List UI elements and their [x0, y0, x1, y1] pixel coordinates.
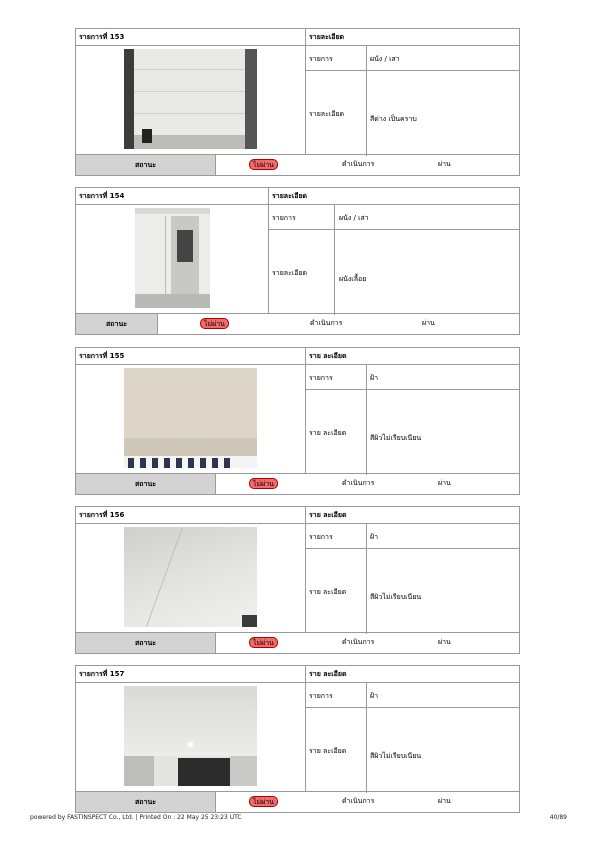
item-label: รายการ	[309, 533, 333, 541]
detail-value: สีผิวไม่เรียบเนียน	[370, 434, 422, 442]
status-pass[interactable]: ผ่าน	[438, 160, 451, 168]
page-number: 40/89	[549, 814, 567, 821]
inspection-photo	[124, 368, 257, 468]
status-fail-selected[interactable]: ไม่ผ่าน	[249, 637, 278, 648]
detail-label: ราย ละเอียด	[309, 429, 347, 437]
item-row	[305, 683, 519, 707]
status-pass[interactable]: ผ่าน	[438, 797, 451, 805]
item-title: รายการที่ 157	[76, 666, 305, 683]
item-title: รายการที่ 156	[76, 507, 305, 524]
item-label: รายการ	[309, 374, 333, 382]
status-row	[76, 791, 519, 812]
item-row	[305, 365, 519, 389]
item-value: ฝ้า	[370, 692, 379, 700]
detail-label: ราย ละเอียด	[309, 588, 347, 596]
item-title: รายการที่ 153	[76, 29, 305, 46]
status-pass[interactable]: ผ่าน	[422, 319, 435, 327]
inspection-item-155	[75, 347, 520, 495]
detail-row	[305, 70, 519, 155]
status-pass[interactable]: ผ่าน	[438, 479, 451, 487]
item-label: รายการ	[272, 214, 296, 222]
inspection-photo	[135, 208, 210, 308]
item-label: รายการ	[309, 55, 333, 63]
status-label: สถานะ	[76, 474, 216, 494]
item-label: รายการ	[309, 692, 333, 700]
status-fail-selected[interactable]: ไม่ผ่าน	[200, 318, 229, 329]
inspection-photo	[124, 49, 257, 149]
status-fail-selected[interactable]: ไม่ผ่าน	[249, 478, 278, 489]
status-in-progress[interactable]: ดำเนินการ	[310, 319, 343, 327]
details-header: ราย ละเอียด	[305, 507, 519, 524]
details-header: ราย ละเอียด	[305, 666, 519, 683]
details-header: รายละเอียด	[305, 29, 519, 46]
item-row	[268, 205, 519, 229]
details-header: รายละเอียด	[268, 188, 519, 205]
footer-powered-by: powered by FASTINSPECT Co., Ltd. | Printed On : 22 May 25 23:23 UTC	[30, 814, 242, 821]
item-value: ผนัง / เสา	[339, 214, 369, 222]
status-label: สถานะ	[76, 633, 216, 653]
detail-value: ผนังเลื้อย	[339, 275, 367, 283]
inspection-item-154	[75, 187, 520, 335]
inspection-item-156	[75, 506, 520, 654]
detail-row	[305, 548, 519, 633]
status-fail-selected[interactable]: ไม่ผ่าน	[249, 159, 278, 170]
status-in-progress[interactable]: ดำเนินการ	[342, 479, 375, 487]
status-label: สถานะ	[76, 314, 158, 334]
status-pass[interactable]: ผ่าน	[438, 638, 451, 646]
item-row	[305, 524, 519, 548]
detail-label: ราย ละเอียด	[309, 747, 347, 755]
status-fail-selected[interactable]: ไม่ผ่าน	[249, 796, 278, 807]
detail-value: สีผิวไม่เรียบเนียน	[370, 593, 422, 601]
detail-row	[268, 229, 519, 314]
detail-label: รายละเอียด	[272, 269, 308, 277]
status-in-progress[interactable]: ดำเนินการ	[342, 797, 375, 805]
status-row	[76, 154, 519, 175]
item-value: ฝ้า	[370, 533, 379, 541]
inspection-photo	[124, 527, 257, 627]
inspection-item-153	[75, 28, 520, 176]
inspection-photo	[124, 686, 257, 786]
item-value: ผนัง / เสา	[370, 55, 400, 63]
inspection-item-157	[75, 665, 520, 813]
detail-row	[305, 389, 519, 474]
details-header: ราย ละเอียด	[305, 348, 519, 365]
status-row	[76, 473, 519, 494]
item-value: ฝ้า	[370, 374, 379, 382]
status-row	[76, 313, 519, 334]
detail-row	[305, 707, 519, 792]
detail-value: สีผิวไม่เรียบเนียน	[370, 752, 422, 760]
status-in-progress[interactable]: ดำเนินการ	[342, 160, 375, 168]
status-in-progress[interactable]: ดำเนินการ	[342, 638, 375, 646]
status-label: สถานะ	[76, 792, 216, 812]
item-title: รายการที่ 154	[76, 188, 268, 205]
detail-label: รายละเอียด	[309, 110, 345, 118]
item-row	[305, 46, 519, 70]
status-row	[76, 632, 519, 653]
status-label: สถานะ	[76, 155, 216, 175]
item-title: รายการที่ 155	[76, 348, 305, 365]
detail-value: สีด่าง เป็นคราบ	[370, 115, 417, 123]
